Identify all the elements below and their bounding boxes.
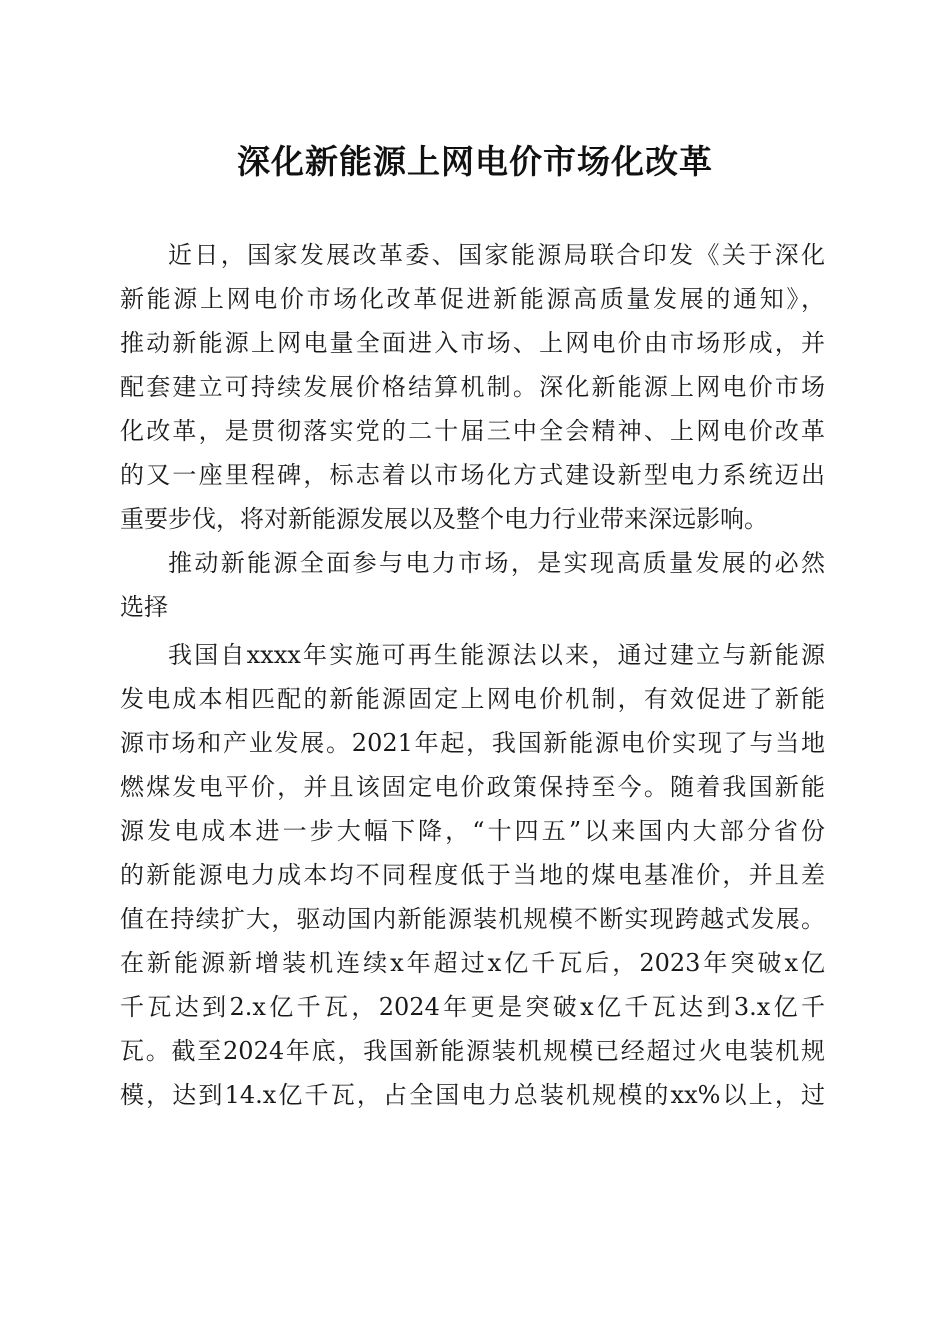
paragraph-3-line: 发电成本相匹配的新能源固定上网电价机制，有效促进了新能 bbox=[120, 685, 825, 713]
paragraph-3-line: 千瓦达到2.x亿千瓦，2024年更是突破x亿千瓦达到3.x亿千 bbox=[120, 993, 825, 1021]
paragraph-1-line: 配套建立可持续发展价格结算机制。深化新能源上网电价市场 bbox=[120, 373, 825, 401]
document-title: 深化新能源上网电价市场化改革 bbox=[237, 142, 713, 181]
paragraph-3-line: 在新能源新增装机连续x年超过x亿千瓦后，2023年突破x亿 bbox=[120, 949, 825, 977]
paragraph-3-line: 燃煤发电平价，并且该固定电价政策保持至今。随着我国新能 bbox=[120, 773, 825, 801]
section-heading-line: 推动新能源全面参与电力市场，是实现高质量发展的必然 bbox=[168, 549, 825, 577]
paragraph-1-line: 推动新能源上网电量全面进入市场、上网电价由市场形成，并 bbox=[120, 329, 825, 357]
paragraph-3-line: 我国自xxxx年实施可再生能源法以来，通过建立与新能源 bbox=[168, 641, 825, 669]
paragraph-1-line: 近日，国家发展改革委、国家能源局联合印发《关于深化 bbox=[168, 241, 825, 269]
paragraph-3-line: 源市场和产业发展。2021年起，我国新能源电价实现了与当地 bbox=[120, 729, 825, 757]
section-heading-line: 选择 bbox=[120, 593, 168, 621]
paragraph-1-line: 化改革，是贯彻落实党的二十届三中全会精神、上网电价改革 bbox=[120, 417, 825, 445]
paragraph-3-line: 值在持续扩大，驱动国内新能源装机规模不断实现跨越式发展。 bbox=[120, 905, 825, 933]
paragraph-3-line: 瓦。截至2024年底，我国新能源装机规模已经超过火电装机规 bbox=[120, 1037, 825, 1065]
paragraph-1-line: 的又一座里程碑，标志着以市场化方式建设新型电力系统迈出 bbox=[120, 461, 825, 489]
paragraph-1-line: 重要步伐，将对新能源发展以及整个电力行业带来深远影响。 bbox=[120, 505, 768, 533]
paragraph-3-line: 源发电成本进一步大幅下降，“十四五”以来国内大部分省份 bbox=[120, 817, 825, 845]
paragraph-3-line: 的新能源电力成本均不同程度低于当地的煤电基准价，并且差 bbox=[120, 861, 825, 889]
paragraph-3-line: 模，达到14.x亿千瓦，占全国电力总装机规模的xx%以上，过 bbox=[120, 1081, 825, 1109]
paragraph-1-line: 新能源上网电价市场化改革促进新能源高质量发展的通知》， bbox=[120, 285, 825, 313]
